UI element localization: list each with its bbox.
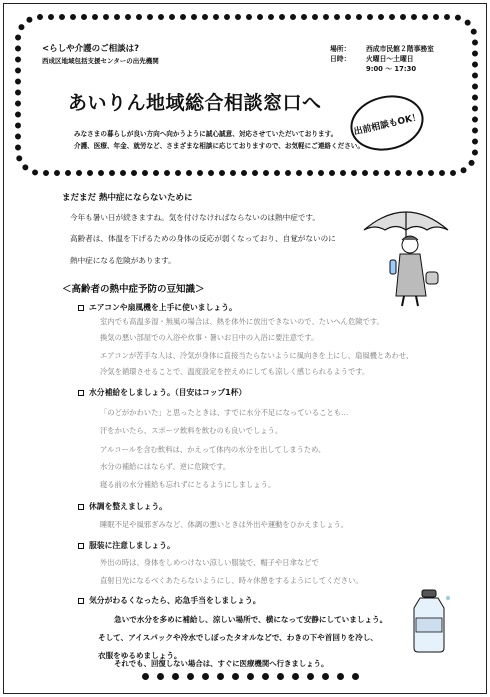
tip-first-aid-line: 急いで水分を多めに補給し、涼しい場所で、横になって安静にしていましょう。 (114, 615, 388, 624)
tip-water-line: アルコールを含む飲料は、かえって体内の水分を出してしまうため、 (100, 445, 326, 454)
days-label: 日時： (330, 55, 351, 63)
tip-first-aid-line: そして、アイスパックや冷水でしぼったタオルなどで、わきの下や首回りを冷し、 (98, 633, 378, 642)
tips-title: ＜高齢者の熱中症予防の豆知識＞ (62, 284, 205, 295)
checkbox-icon (78, 598, 84, 604)
tip-water-line: 「のどがかわいた」と思ったときは、すでに水分不足になっていることも… (100, 408, 349, 417)
woman-with-umbrella-icon (360, 200, 452, 310)
tip-water-line: 汗をかいたら、スポーツ飲料を飲むのも良いでしょう。 (100, 426, 283, 435)
water-bottle-icon (408, 588, 454, 654)
intro-paragraph-1: 今年も暑い日が続きますね。気を付けなければならないのは熱中症です。 (70, 213, 320, 222)
intro-line-1: みなさまの暮らしが良い方向へ向かうように誠心誠意、対応させていただいております。 (74, 130, 338, 138)
hours-value: 9:00 ～ 17:30 (366, 65, 417, 73)
tip-water-line: 寝る前の水分補給も忘れずにとるようにしましょう。 (100, 480, 276, 489)
header-left (42, 42, 159, 65)
tip-first-aid-line: 衣服をゆるめましょう。 (98, 651, 182, 660)
tip-condition: 休調を整えましょう。 (78, 501, 167, 512)
outreach-badge: 出前相談もOK！ (345, 88, 429, 157)
days-value: 火曜日～土曜日 (366, 55, 414, 63)
section-title: まだまだ 熱中症にならないために (62, 193, 193, 203)
intro-text (74, 128, 364, 152)
footer-dots (142, 673, 359, 680)
tip-first-aid: 気分がわるくなったら、応急手当をしましょう。 (78, 595, 261, 606)
tip-aircon-line: 換気の悪い部屋での入浴や炊事・暑いお日中の入浴に要注意です。 (100, 333, 319, 342)
tip-clothing: 服装に注意しましょう。 (78, 540, 175, 551)
tip-water: 水分補給をしましょう。（目安はコップ1杯） (78, 387, 246, 398)
tip-condition-line: 睡眠不足や風邪ぎみなど、体調の悪いときは外出や運動をひかえましょう。 (100, 520, 349, 529)
checkbox-icon (78, 390, 84, 396)
intro-paragraph-2: 高齢者は、体温を下げるための身体の反応が弱くなっており、自覚がないのに (70, 234, 336, 243)
place-value: 西成市民館２階事務室 (366, 45, 434, 53)
page-title: あいりん地域総合相談窓口へ (68, 92, 322, 114)
intro-paragraph-3: 熱中症になる危険があります。 (70, 256, 176, 265)
checkbox-icon (78, 543, 84, 549)
checkbox-icon (78, 504, 84, 510)
intro-line-2: 介護、医療、年金、就労など、さまざまな相談に応じておりますので、お気軽にご連絡ください。 (74, 142, 364, 150)
place-label: 場所： (330, 45, 351, 53)
tip-aircon-line: エアコンが苦手な人は、冷気が身体に直接当たらないように風向きを上にし、扇風機とあわせ、 (100, 351, 414, 360)
tip-clothing-line: 外出の時は、身体をしめつけない涼しい服装で、帽子や日傘などで (100, 558, 319, 567)
tip-first-aid-line: それでも、回復しない場合は、すぐに医療機関へ行きましょう。 (114, 659, 329, 668)
consult-title: <らしや介護のご相談は? (42, 44, 140, 54)
tip-clothing-line: 直射日光になるべくあたらないようにし、時々休憩をするようにしてください。 (100, 576, 363, 585)
tip-aircon: エアコンや扇風機を上手に使いましょう。 (78, 302, 237, 313)
consult-sub: 西成区地域包括支援センターの出先機関 (42, 57, 159, 65)
tip-aircon-line: 室内でも高温多湿・無風の場合は、熱を体外に放出できないので、たいへん危険です。 (100, 317, 384, 326)
tip-water-line: 水分の補給にはならず、逆に危険です。 (100, 462, 231, 471)
checkbox-icon (78, 305, 84, 311)
tip-aircon-line: 冷気を循環させることで、温度設定を控えめにしても涼しく感じられるようです。 (100, 367, 370, 376)
header-info (330, 44, 434, 74)
page (3, 3, 487, 694)
